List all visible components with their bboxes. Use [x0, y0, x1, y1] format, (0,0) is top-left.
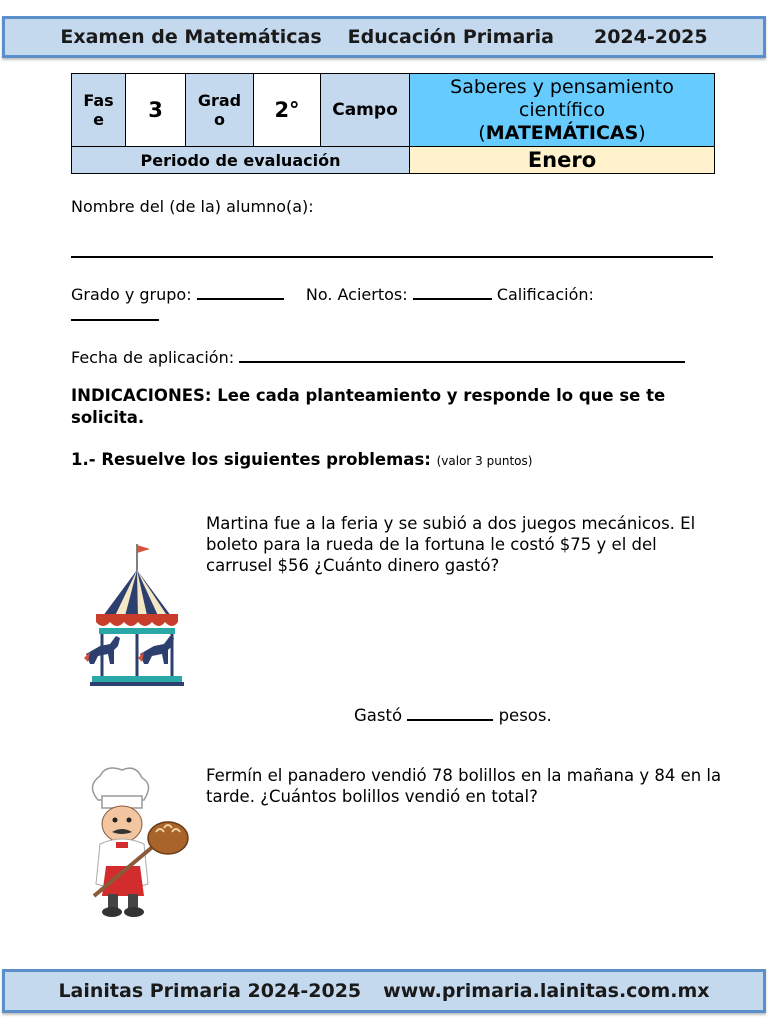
- header-banner: [2, 16, 766, 58]
- periodo-value: Enero: [410, 147, 715, 174]
- problem-1-text: Martina fue a la feria y se subió a dos juegos mecánicos. El boleto para la rueda de la fortuna le costó $75 y el del carrusel $56 ¿Cuánto dinero gastó?: [206, 514, 696, 575]
- problem-1-answer: [354, 703, 552, 725]
- campo-subject: MATEMÁTICAS: [485, 121, 639, 144]
- fecha-label: Fecha de aplicación:: [71, 348, 235, 367]
- baker-icon: [76, 766, 192, 922]
- aciertos-label: No. Aciertos:: [305, 285, 408, 304]
- nombre-label: Nombre del (de la) alumno(a):: [71, 197, 314, 216]
- campo-paren-close: ): [638, 121, 646, 144]
- fecha-row: [71, 345, 685, 367]
- campo-line3: [410, 122, 714, 145]
- calificacion-blank[interactable]: [71, 303, 159, 321]
- footer-site-name: Lainitas Primaria 2024-2025: [58, 980, 362, 1002]
- aciertos-blank[interactable]: [413, 282, 492, 300]
- exam-title: Examen de Matemáticas: [60, 26, 322, 48]
- campo-value-cell: [410, 74, 715, 147]
- campo-line1: Saberes y pensamiento: [450, 75, 674, 98]
- fecha-blank[interactable]: [239, 345, 685, 363]
- grado-grupo-row: [71, 282, 594, 304]
- nombre-blank[interactable]: [71, 256, 713, 258]
- fase-label-line2: e: [93, 110, 104, 129]
- school-year: 2024-2025: [593, 26, 708, 48]
- answer-prefix: Gastó: [354, 706, 403, 725]
- indicaciones: INDICACIONES: Lee cada planteamiento y responde lo que se te solicita.: [71, 386, 666, 427]
- answer-suffix: pesos.: [498, 706, 552, 725]
- periodo-label: Periodo de evaluación: [72, 147, 410, 174]
- grado-value: 2°: [254, 74, 321, 147]
- level-label: Educación Primaria: [347, 26, 554, 48]
- fase-label-cell: [72, 74, 126, 147]
- footer-url[interactable]: www.primaria.lainitas.com.mx: [383, 980, 710, 1002]
- grado-label-line1: Grad: [197, 91, 242, 110]
- fase-value: 3: [126, 74, 186, 147]
- calificacion-blank-row: [71, 303, 159, 325]
- grado-grupo-blank[interactable]: [197, 282, 284, 300]
- campo-line2: científico: [518, 98, 606, 121]
- answer-blank[interactable]: [407, 703, 493, 721]
- calificacion-label: Calificación:: [496, 285, 594, 304]
- campo-label: Campo: [321, 74, 410, 147]
- grado-grupo-label: Grado y grupo:: [71, 285, 192, 304]
- grado-label-line2: o: [214, 110, 225, 129]
- fase-label-line1: Fas: [83, 91, 114, 110]
- section1-title: 1.- Resuelve los siguientes problemas:: [71, 450, 431, 469]
- section1-value-note: (valor 3 puntos): [436, 454, 533, 468]
- problem-2-text: Fermín el panadero vendió 78 bolillos en la mañana y 84 en la tarde. ¿Cuántos bolillos vendió en total?: [206, 766, 722, 806]
- footer-banner: [2, 969, 766, 1013]
- grado-label-cell: [186, 74, 254, 147]
- section1-heading: [71, 449, 721, 472]
- info-table: [71, 73, 715, 174]
- carousel-icon: [80, 542, 188, 688]
- campo-paren-open: (: [478, 121, 486, 144]
